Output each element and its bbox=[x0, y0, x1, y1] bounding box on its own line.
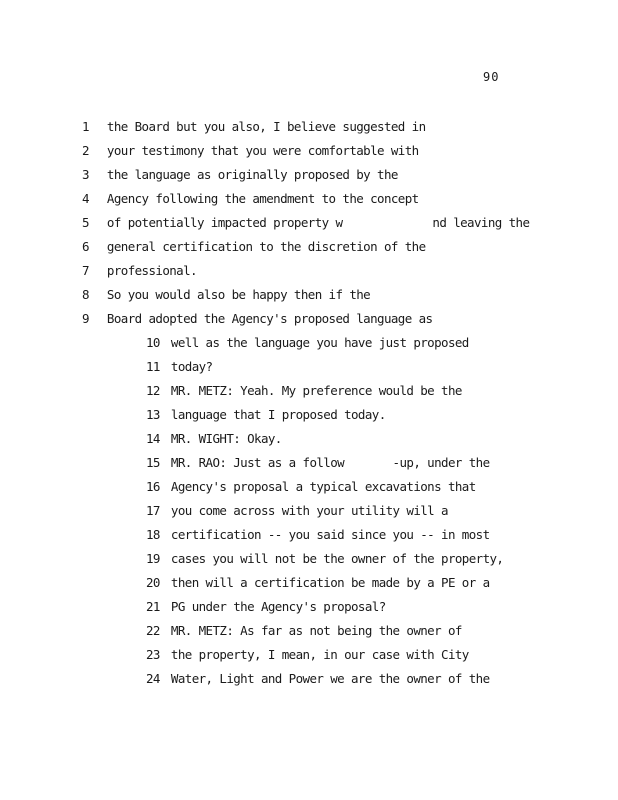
line-number: 15 bbox=[146, 455, 160, 470]
line-number: 23 bbox=[146, 647, 160, 662]
transcript-line bbox=[82, 310, 432, 328]
line-text: cases you will not be the owner of the property, bbox=[164, 551, 504, 566]
transcript-line bbox=[146, 430, 282, 448]
line-text: Agency following the amendment to the concept bbox=[100, 191, 419, 206]
line-text: Agency's proposal a typical excavations that bbox=[164, 479, 476, 494]
line-number: 18 bbox=[146, 527, 160, 542]
line-number: 17 bbox=[146, 503, 160, 518]
transcript-line bbox=[146, 334, 469, 352]
transcript-line bbox=[146, 526, 490, 544]
line-number: 16 bbox=[146, 479, 160, 494]
line-number: 10 bbox=[146, 335, 160, 350]
line-text: Water, Light and Power we are the owner of the bbox=[164, 671, 490, 686]
line-text: today? bbox=[164, 359, 213, 374]
transcript-line bbox=[146, 550, 503, 568]
line-text: certification -- you said since you -- in most bbox=[164, 527, 490, 542]
line-number: 11 bbox=[146, 359, 160, 374]
line-text: MR. RAO: Just as a follow -up, under the bbox=[164, 455, 490, 470]
line-number: 7 bbox=[82, 263, 89, 278]
line-text: well as the language you have just proposed bbox=[164, 335, 469, 350]
line-number: 8 bbox=[82, 287, 89, 302]
line-text: MR. METZ: As far as not being the owner of bbox=[164, 623, 462, 638]
line-text: the language as originally proposed by the bbox=[100, 167, 398, 182]
line-text: the Board but you also, I believe suggested in bbox=[100, 119, 426, 134]
line-text: language that I proposed today. bbox=[164, 407, 386, 422]
transcript-line bbox=[146, 454, 490, 472]
transcript-line bbox=[82, 286, 370, 304]
line-number: 4 bbox=[82, 191, 89, 206]
transcript-line bbox=[82, 166, 398, 184]
transcript-line bbox=[146, 358, 212, 376]
transcript-line bbox=[82, 262, 197, 280]
transcript-line bbox=[82, 118, 426, 136]
transcript-line bbox=[82, 190, 419, 208]
line-text: MR. WIGHT: Okay. bbox=[164, 431, 282, 446]
line-text: So you would also be happy then if the bbox=[100, 287, 371, 302]
line-number: 20 bbox=[146, 575, 160, 590]
line-text: professional. bbox=[100, 263, 197, 278]
transcript-line bbox=[146, 598, 386, 616]
line-text: of potentially impacted property w nd leaving the bbox=[100, 215, 530, 230]
line-number: 19 bbox=[146, 551, 160, 566]
line-text: then will a certification be made by a PE or a bbox=[164, 575, 490, 590]
line-text: PG under the Agency's proposal? bbox=[164, 599, 386, 614]
line-text: you come across with your utility will a bbox=[164, 503, 448, 518]
line-text: general certification to the discretion of the bbox=[100, 239, 426, 254]
line-number: 6 bbox=[82, 239, 89, 254]
line-number: 1 bbox=[82, 119, 89, 134]
transcript-line bbox=[82, 238, 426, 256]
transcript-line bbox=[82, 214, 529, 232]
transcript-line bbox=[146, 502, 448, 520]
transcript-line bbox=[146, 670, 490, 688]
page-number: 90 bbox=[483, 70, 500, 84]
transcript-line bbox=[146, 622, 462, 640]
line-number: 24 bbox=[146, 671, 160, 686]
line-text: the property, I mean, in our case with City bbox=[164, 647, 469, 662]
transcript-line bbox=[146, 406, 386, 424]
line-text: your testimony that you were comfortable with bbox=[100, 143, 419, 158]
transcript-line bbox=[82, 142, 419, 160]
transcript-line bbox=[146, 574, 490, 592]
line-number: 9 bbox=[82, 311, 89, 326]
line-number: 14 bbox=[146, 431, 160, 446]
line-number: 2 bbox=[82, 143, 89, 158]
line-number: 21 bbox=[146, 599, 160, 614]
transcript-line bbox=[146, 478, 476, 496]
line-text: Board adopted the Agency's proposed language as bbox=[100, 311, 433, 326]
transcript-line bbox=[146, 646, 469, 664]
line-number: 3 bbox=[82, 167, 89, 182]
line-text: MR. METZ: Yeah. My preference would be the bbox=[164, 383, 462, 398]
transcript-line bbox=[146, 382, 462, 400]
line-number: 5 bbox=[82, 215, 89, 230]
line-number: 13 bbox=[146, 407, 160, 422]
line-number: 22 bbox=[146, 623, 160, 638]
line-number: 12 bbox=[146, 383, 160, 398]
